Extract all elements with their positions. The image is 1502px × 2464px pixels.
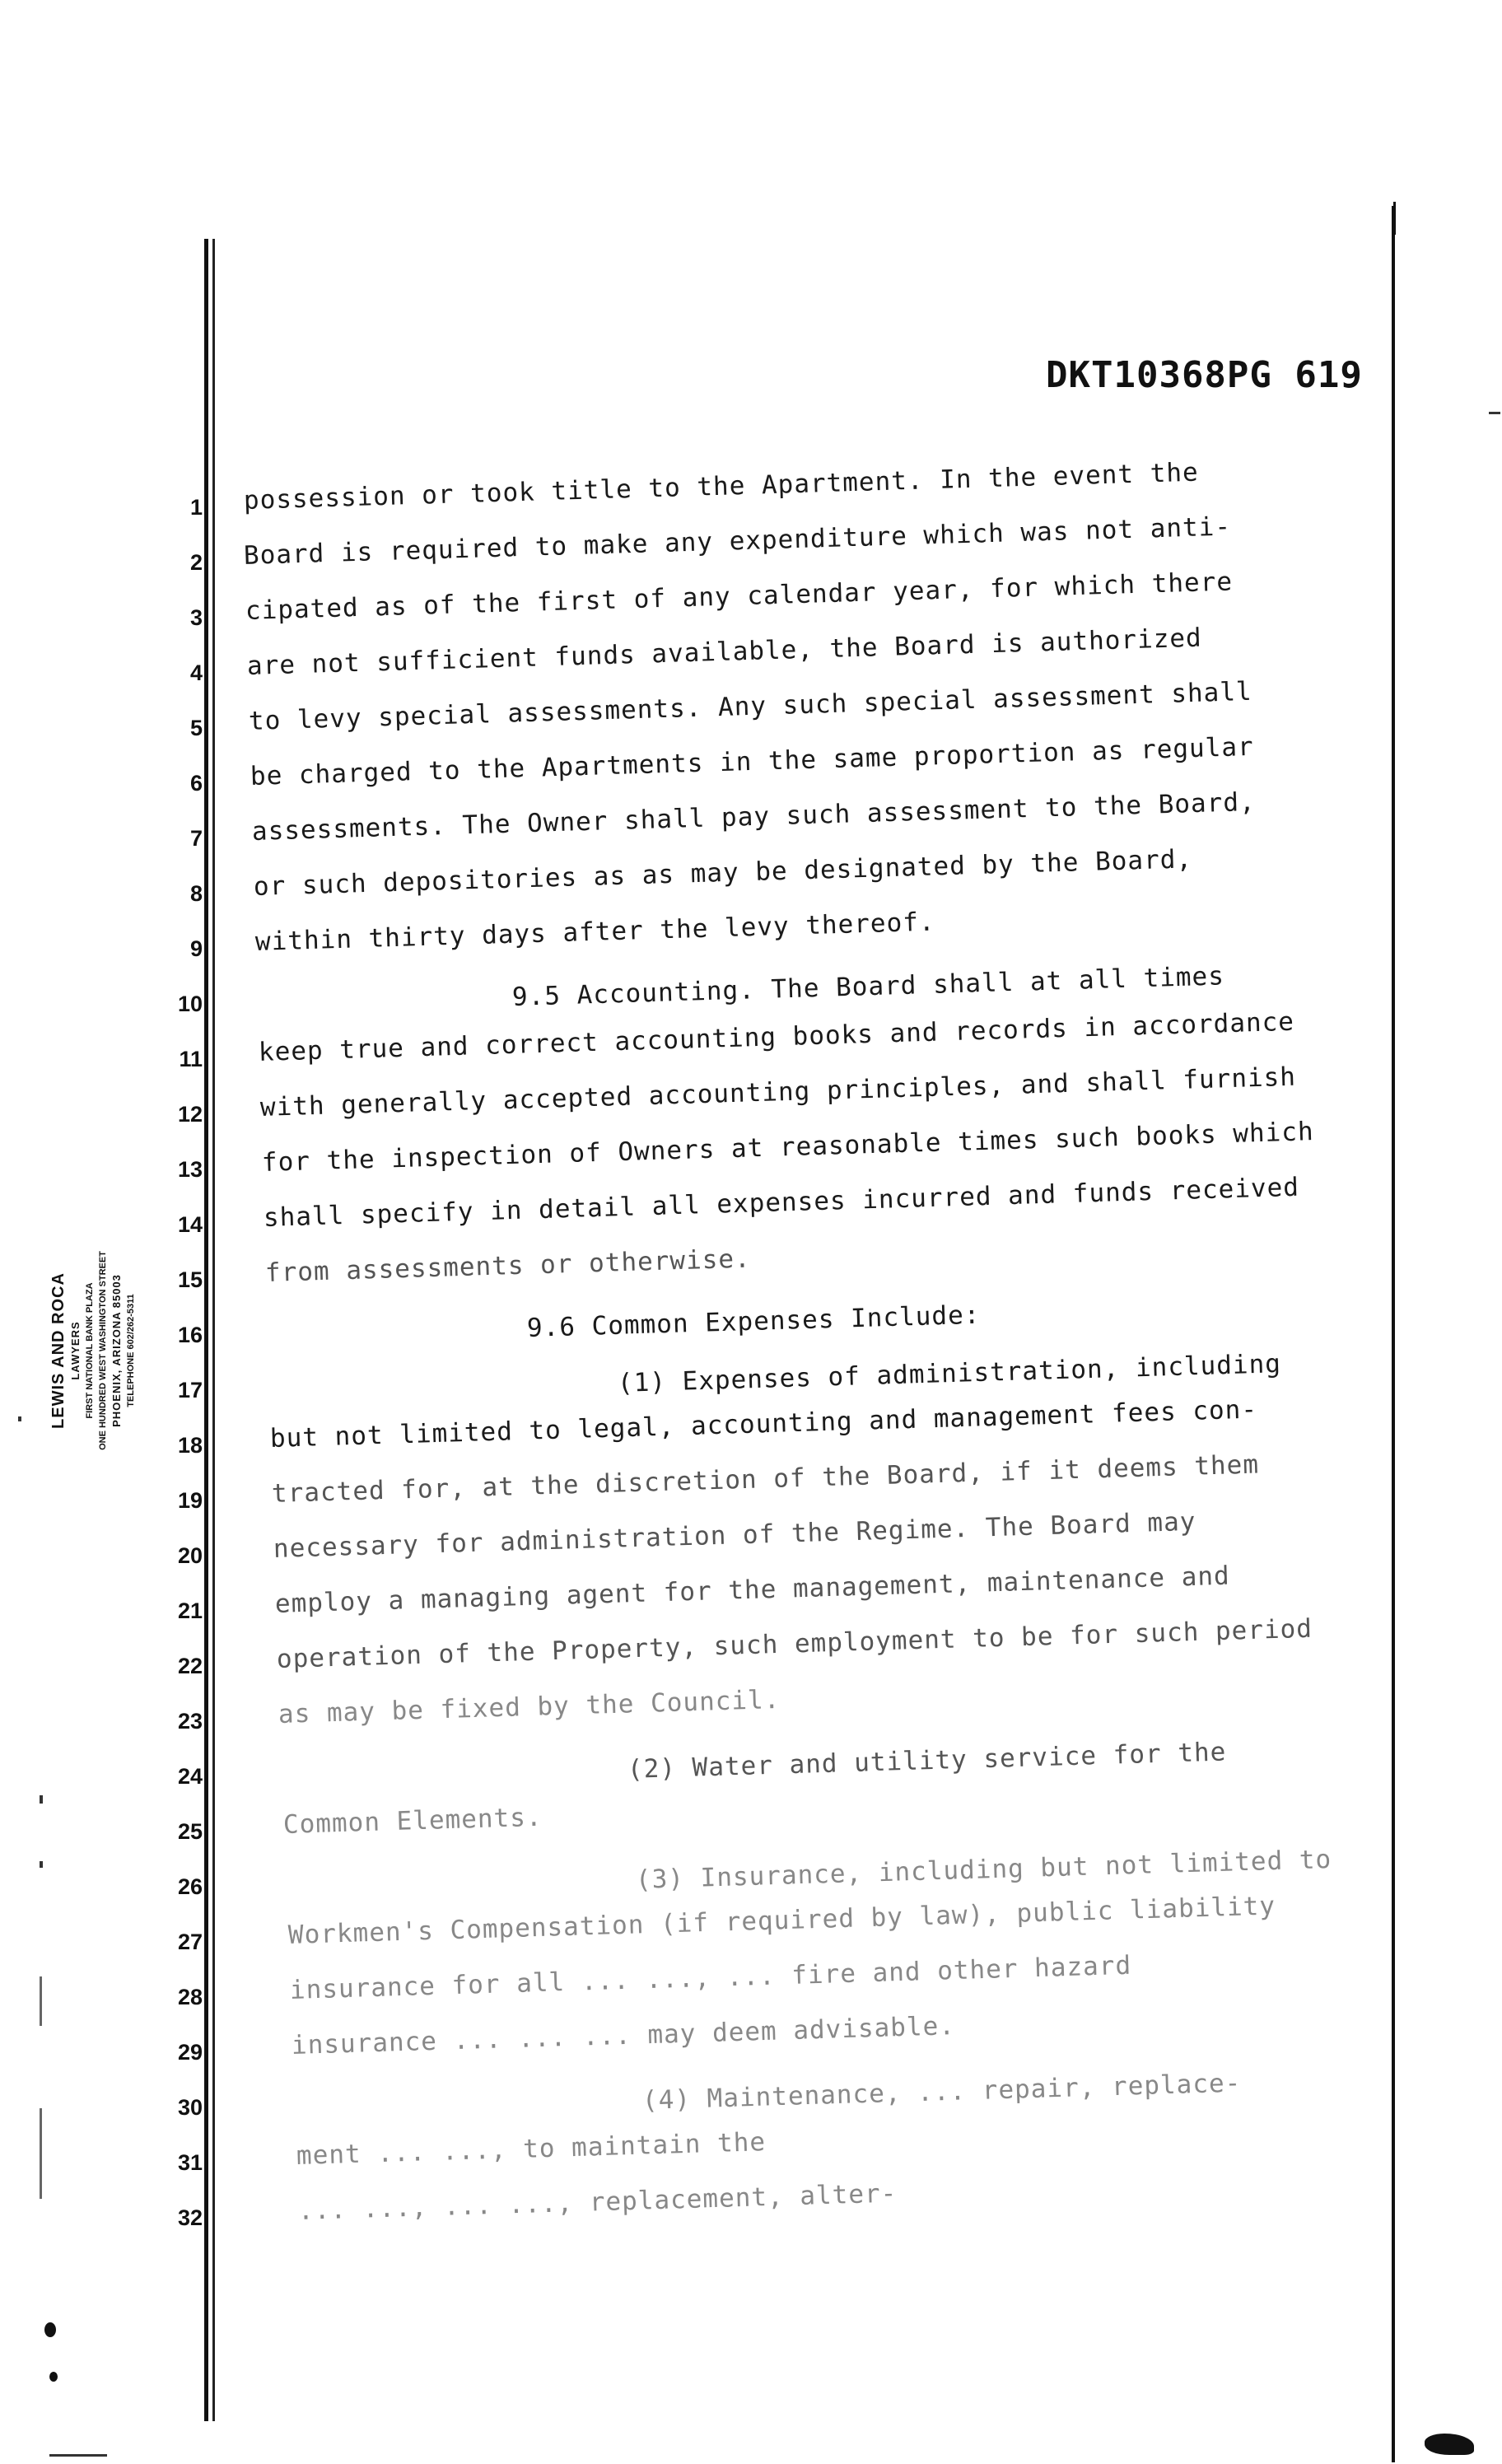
line-number: 1 xyxy=(189,495,203,520)
line-number: 7 xyxy=(189,826,203,851)
line-number: 10 xyxy=(177,992,203,1016)
line-number: 2 xyxy=(189,550,203,575)
line-number: 20 xyxy=(177,1543,203,1568)
body-text-line: within thirty days after the levy thereof. xyxy=(254,907,936,957)
right-margin-rule-top xyxy=(1393,202,1396,235)
subsection-2: (2) Water and utility service for the xyxy=(627,1737,1227,1785)
body-text-line: necessary for administration of the Regime. The Board may xyxy=(273,1506,1196,1564)
line-number: 15 xyxy=(177,1267,203,1292)
scan-artifact xyxy=(40,2108,42,2199)
section-heading-9-6: 9.6 Common Expenses Include: xyxy=(526,1300,981,1343)
line-number: 24 xyxy=(177,1764,203,1789)
line-number: 8 xyxy=(189,881,203,906)
body-text-line: from assessments or otherwise. xyxy=(264,1244,752,1288)
line-number: 30 xyxy=(177,2095,203,2120)
line-number: 18 xyxy=(177,1433,203,1458)
firm-role: LAWYERS xyxy=(69,1321,82,1380)
line-number: 4 xyxy=(189,660,203,685)
law-firm-stamp xyxy=(49,1235,138,1466)
section-heading-9-5: 9.5 Accounting. The Board shall at all times xyxy=(511,961,1225,1012)
line-number: 26 xyxy=(177,1874,203,1899)
body-text-line: employ a managing agent for the management, maintenance and xyxy=(274,1561,1231,1619)
line-number: 21 xyxy=(177,1598,203,1623)
line-number: 14 xyxy=(177,1212,203,1237)
scan-artifact xyxy=(40,1795,43,1804)
firm-address-3: PHOENIX, ARIZONA 85003 xyxy=(110,1274,123,1427)
line-number: 28 xyxy=(177,1985,203,2009)
scan-artifact xyxy=(18,1416,21,1421)
body-text-line: keep true and correct accounting books and records in accordance xyxy=(258,1006,1295,1067)
line-number: 6 xyxy=(189,771,203,796)
line-number: 25 xyxy=(177,1819,203,1844)
line-number: 9 xyxy=(189,936,203,961)
line-number: 13 xyxy=(177,1157,203,1182)
left-margin-rule xyxy=(204,239,208,2421)
subsection-3: (3) Insurance, including but not limited to xyxy=(635,1844,1332,1895)
line-number: 23 xyxy=(177,1709,203,1734)
firm-name: LEWIS AND ROCA xyxy=(49,1272,68,1429)
firm-address-1: FIRST NATIONAL BANK PLAZA xyxy=(85,1282,95,1419)
line-number: 17 xyxy=(177,1378,203,1402)
line-number: 11 xyxy=(179,1047,203,1071)
left-margin-rule-inner xyxy=(212,239,215,2421)
body-text-line: with generally accepted accounting principles, and shall furnish xyxy=(259,1062,1297,1122)
body-text-line: Workmen's Compensation (if required by law), public liability xyxy=(287,1891,1276,1950)
firm-address-2: ONE HUNDRED WEST WASHINGTON STREET xyxy=(98,1251,108,1450)
body-text-line: ... ..., ... ..., replacement, alter- xyxy=(297,2178,898,2226)
line-number: 22 xyxy=(177,1654,203,1678)
body-text-line: Board is required to make any expenditure which was not anti- xyxy=(243,511,1232,571)
body-text-line: but not limited to legal, accounting and management fees con- xyxy=(269,1394,1258,1454)
line-number: 31 xyxy=(177,2150,203,2175)
scan-artifact xyxy=(1425,2434,1474,2455)
body-text-line: possession or took title to the Apartment. In the event the xyxy=(243,457,1200,516)
body-text-line: assessments. The Owner shall pay such assessment to the Board, xyxy=(251,786,1257,847)
body-text-line: operation of the Property, such employment to be for such period xyxy=(276,1613,1313,1674)
body-text-line: insurance for all ... ..., ... fire and other hazard xyxy=(289,1950,1132,2005)
body-text-line: insurance ... ... ... may deem advisable. xyxy=(291,2011,956,2060)
scan-artifact xyxy=(1489,412,1500,414)
body-text-line: or such depositories as as may be designated by the Board, xyxy=(253,844,1193,902)
docket-number: DKT10368PG 619 xyxy=(1046,354,1363,396)
line-number: 12 xyxy=(177,1102,203,1127)
body-text-line: be charged to the Apartments in the same proportion as regular xyxy=(250,731,1255,791)
line-number: 16 xyxy=(177,1323,203,1347)
body-text-line: ment ... ..., to maintain the xyxy=(296,2127,767,2171)
body-text-line: cipated as of the first of any calendar year, for which there xyxy=(245,567,1234,626)
body-text-line: shall specify in detail all expenses incurred and funds received xyxy=(263,1172,1300,1233)
scan-artifact xyxy=(49,2372,58,2382)
firm-phone: TELEPHONE 602/262-5311 xyxy=(126,1294,136,1407)
body-text-line: Common Elements. xyxy=(282,1802,543,1840)
subsection-4: (4) Maintenance, ... repair, replace- xyxy=(641,2068,1242,2116)
scan-artifact xyxy=(44,2322,56,2337)
scan-artifact xyxy=(40,1861,43,1868)
line-number: 27 xyxy=(177,1930,203,1954)
line-number: 3 xyxy=(189,605,203,630)
body-text-line: tracted for, at the discretion of the Board, if it deems them xyxy=(271,1449,1260,1509)
body-text-line: to levy special assessments. Any such special assessment shall xyxy=(248,676,1253,736)
body-text-line: are not sufficient funds available, the Board is authorized xyxy=(246,623,1203,681)
line-number: 29 xyxy=(177,2040,203,2065)
scan-artifact xyxy=(49,2454,107,2457)
body-text-line: for the inspection of Owners at reasonable times such books which xyxy=(261,1117,1315,1178)
subsection-1: (1) Expenses of administration, including xyxy=(617,1349,1282,1398)
body-text-line: as may be fixed by the Council. xyxy=(278,1684,781,1729)
line-number: 5 xyxy=(189,716,203,740)
right-margin-rule xyxy=(1392,206,1395,2462)
line-number: 19 xyxy=(177,1488,203,1513)
scan-artifact xyxy=(40,1976,42,2026)
line-number: 32 xyxy=(177,2205,203,2230)
